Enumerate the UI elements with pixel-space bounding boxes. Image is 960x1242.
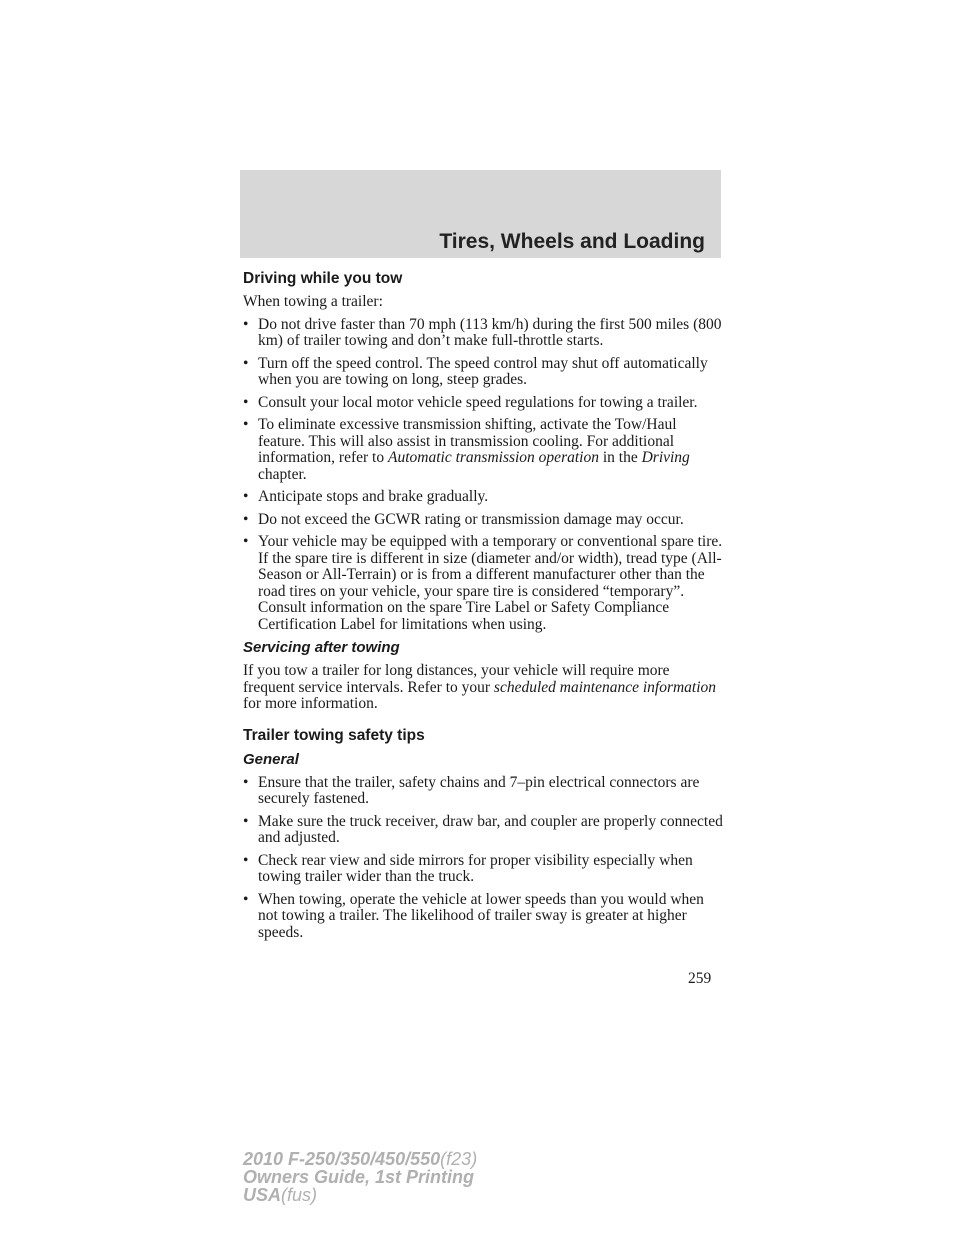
- bullet-icon: •: [243, 416, 249, 433]
- chapter-header-band: [240, 170, 721, 258]
- section-heading-driving: Driving while you tow: [243, 270, 403, 287]
- footer-line-model: 2010 F-250/350/450/550(f23): [243, 1149, 478, 1169]
- bullet-icon: •: [243, 890, 249, 908]
- list-item: • Your vehicle may be equipped with a temporary or conventional spare tire. If the spare tire is different in size (diameter and/or width), tread type (All-Season or All-Terrain) or is from a different manufacturer other than the road tires on your vehicle, your spare tire is considered “temporary”. Consult information on the spare Tire Label or Safety Compliance Certification Label for limitations when using.: [243, 533, 723, 633]
- driving-bullet-list: [243, 317, 723, 634]
- bullet-icon: •: [243, 510, 249, 528]
- footer-line-market: USA(fus): [243, 1185, 318, 1205]
- footer-line-edition: Owners Guide, 1st Printing: [243, 1167, 475, 1187]
- print-footer: [243, 1150, 477, 1204]
- list-item: • Ensure that the trailer, safety chains and 7–pin electrical connectors are securely fastened.: [243, 773, 700, 807]
- bullet-icon: •: [243, 315, 249, 333]
- list-item: • To eliminate excessive transmission shifting, activate the Tow/Haul feature. This will also assist in transmission cooling. For additional information, refer to Automatic transmission operation in the Driving chapter.: [243, 416, 690, 483]
- bullet-icon: •: [243, 354, 249, 372]
- driving-intro: When towing a trailer:: [243, 293, 383, 310]
- bullet-icon: •: [243, 488, 249, 505]
- list-item: • Make sure the truck receiver, draw bar, and coupler are properly connected and adjusted.: [243, 812, 723, 846]
- chapter-reference: Driving: [641, 449, 690, 466]
- list-item: • Do not exceed the GCWR rating or transmission damage may occur.: [243, 510, 684, 528]
- subheading-general: General: [243, 750, 299, 768]
- cross-reference: Automatic transmission operation: [387, 449, 599, 466]
- cross-reference: scheduled maintenance information: [493, 678, 717, 696]
- servicing-text: If you tow a trailer for long distances, your vehicle will require more frequent service intervals. Refer to your scheduled maintenance information for more information.: [243, 662, 717, 712]
- page-number: 259: [688, 970, 712, 987]
- safety-bullet-list: [243, 775, 723, 942]
- chapter-title: Tires, Wheels and Loading: [439, 230, 705, 253]
- list-item: • Anticipate stops and brake gradually.: [243, 488, 489, 505]
- list-item: • Turn off the speed control. The speed control may shut off automatically when you are towing on long, steep grades.: [243, 354, 708, 388]
- section-heading-servicing: Servicing after towing: [243, 639, 400, 656]
- bullet-icon: •: [243, 851, 249, 869]
- list-item: • Consult your local motor vehicle speed regulations for towing a trailer.: [243, 393, 698, 411]
- bullet-icon: •: [243, 393, 249, 411]
- list-item: • When towing, operate the vehicle at lower speeds than you would when not towing a trailer. The likelihood of trailer sway is greater at higher speeds.: [243, 890, 704, 941]
- section-heading-safety: Trailer towing safety tips: [243, 726, 425, 744]
- list-item: • Check rear view and side mirrors for proper visibility especially when towing trailer wider than the truck.: [243, 851, 693, 885]
- bullet-icon: •: [243, 773, 249, 791]
- page-content: [243, 270, 723, 947]
- bullet-icon: •: [243, 533, 249, 550]
- bullet-icon: •: [243, 812, 249, 830]
- list-item: • Do not drive faster than 70 mph (113 km/h) during the first 500 miles (800 km) of trailer towing and don’t make full-throttle starts.: [243, 315, 722, 349]
